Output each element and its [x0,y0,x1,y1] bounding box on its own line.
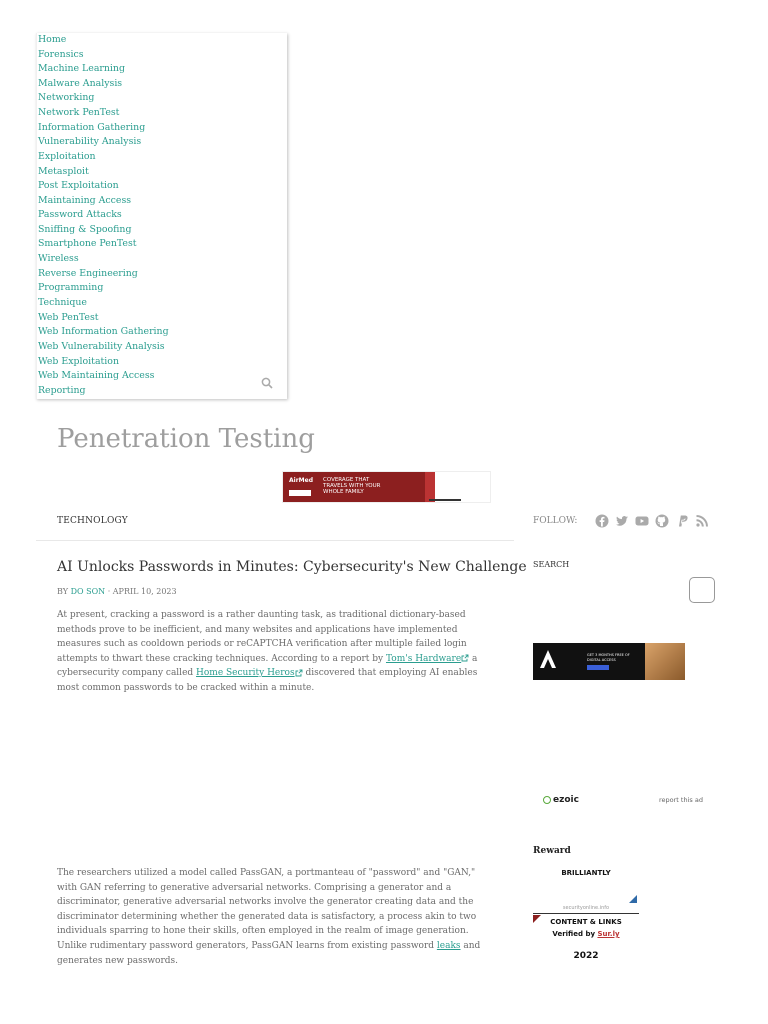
menu-item[interactable]: Web Maintaining Access [38,370,155,381]
report-ad-link[interactable]: report this ad [659,796,703,804]
badge-site: securityonline.info [562,905,610,911]
menu-item[interactable]: Machine Learning [38,63,125,74]
byline-prefix: BY [57,587,69,596]
article-paragraph-1 [57,608,497,696]
para2-text-a: The researchers utilized a model called PassGAN, a portmanteau of "password" and "GAN," with GAN referring to generative adversarial networks. Comprising a generator and a discriminator, generative adversarial networks involve the generator creating data and the discriminator determining whether the generated data is satisfactory, a process akin to two individuals sparring to hone their skills, often employed in the realm of image generation. Unlike rudimentary password generators, PassGAN learns from existing password [57,868,477,951]
menu-item[interactable]: Web Vulnerability Analysis [38,341,165,352]
article-paragraph-2 [57,866,497,968]
sidebar-ad[interactable] [533,643,685,680]
paypal-icon[interactable] [675,513,689,527]
post-title[interactable]: AI Unlocks Passwords in Minutes: Cybersecurity's New Challenge [57,559,527,575]
search-icon[interactable] [261,377,273,389]
external-link-icon [461,654,469,662]
badge-line-2: CONTENT & LINKS [550,918,622,926]
menu-item[interactable]: Information Gathering [38,122,146,133]
badge-line-1: BRILLIANTLY [561,869,611,877]
menu-item[interactable]: Web Exploitation [38,356,119,367]
header-ad[interactable] [282,471,491,503]
ezoic-icon [543,796,551,804]
menu-item[interactable]: Password Attacks [38,209,122,220]
badge-year: 2022 [573,951,599,961]
sidebar-search-input[interactable] [689,577,715,603]
menu-item[interactable]: Maintaining Access [38,195,132,206]
toms-hardware-link[interactable]: Tom's Hardware [385,653,462,664]
badge-verified-text: Verified by [552,930,596,938]
leaks-link[interactable]: leaks [436,940,461,951]
sidebar-ad-text: GET 3 MONTHS FREE OF DIGITAL ACCESS [587,653,630,662]
menu-item[interactable]: Web PenTest [38,312,99,323]
facebook-icon[interactable] [595,513,609,527]
site-title[interactable]: Penetration Testing [57,424,315,454]
github-icon[interactable] [655,513,669,527]
surly-badge[interactable] [533,865,639,965]
surly-link[interactable]: Sur.ly [597,930,620,938]
post-date: APRIL 10, 2023 [112,587,177,596]
menu-item[interactable]: Exploitation [38,151,96,162]
reward-heading: Reward [533,846,571,856]
sidebar-search-heading: SEARCH [533,560,570,569]
menu-item[interactable]: Post Exploitation [38,180,119,191]
twitter-icon[interactable] [615,513,629,527]
menu-item[interactable]: Metasploit [38,166,89,177]
social-icons [595,513,709,527]
home-security-heros-link[interactable]: Home Security Heros [196,668,295,679]
badge-corner-blue [629,895,637,903]
menu-item[interactable]: Technique [38,297,87,308]
para1-text-a: At present, cracking a password is a rather daunting task, as traditional dictionary-based methods prove to be inefficient, and many websites and applications have implemented measures such as cooldown periods or reCAPTCHA verification after multiple failed login attempts to thwart these cracking techniques. According to a report by [57,610,467,664]
ad-brand: AirMed [289,477,313,484]
ad-copy: COVERAGE THAT TRAVELS WITH YOUR WHOLE FAMILY [323,477,381,495]
menu-item[interactable]: Reverse Engineering [38,268,138,279]
sidebar-ad-image [645,643,685,680]
ad-image [425,472,435,502]
ad-logo-icon [537,648,559,670]
menu-item[interactable]: Web Information Gathering [38,326,169,337]
rss-icon[interactable] [695,513,709,527]
youtube-icon[interactable] [635,513,649,527]
menu-item[interactable]: Programming [38,282,104,293]
menu-item[interactable]: Home [38,34,67,45]
menu-item[interactable]: Reporting [38,385,86,396]
main-menu [36,33,287,399]
ad-bar [429,499,461,501]
ad-panel [283,472,425,502]
ezoic-logo[interactable] [543,795,579,805]
menu-item[interactable]: Vulnerability Analysis [38,136,142,147]
menu-item[interactable]: Wireless [38,253,79,264]
byline-separator: · [107,587,111,596]
author-link[interactable]: DO SON [70,587,106,596]
follow-label: FOLLOW: [533,516,578,526]
menu-item[interactable]: Smartphone PenTest [38,238,137,249]
ezoic-text: ezoic [553,795,579,805]
menu-item[interactable]: Network PenTest [38,107,120,118]
badge-rule [533,913,639,914]
divider [36,540,514,541]
para2-text-b: and generates new passwords. [57,940,481,966]
menu-item[interactable]: Forensics [38,49,84,60]
menu-item[interactable]: Sniffing & Spoofing [38,224,132,235]
category-label[interactable]: TECHNOLOGY [57,516,128,526]
menu-item[interactable]: Networking [38,92,95,103]
menu-item[interactable]: Malware Analysis [38,78,123,89]
para1-text-b: a cybersecurity company called [57,653,478,679]
ad-learn-more-button[interactable] [289,490,311,496]
byline [57,587,177,596]
sidebar-ad-cta[interactable] [587,665,609,670]
badge-verified [533,930,639,938]
external-link-icon [295,669,303,677]
para1-text-c: discovered that employing AI enables most common passwords to be cracked within a minute. [57,668,478,693]
